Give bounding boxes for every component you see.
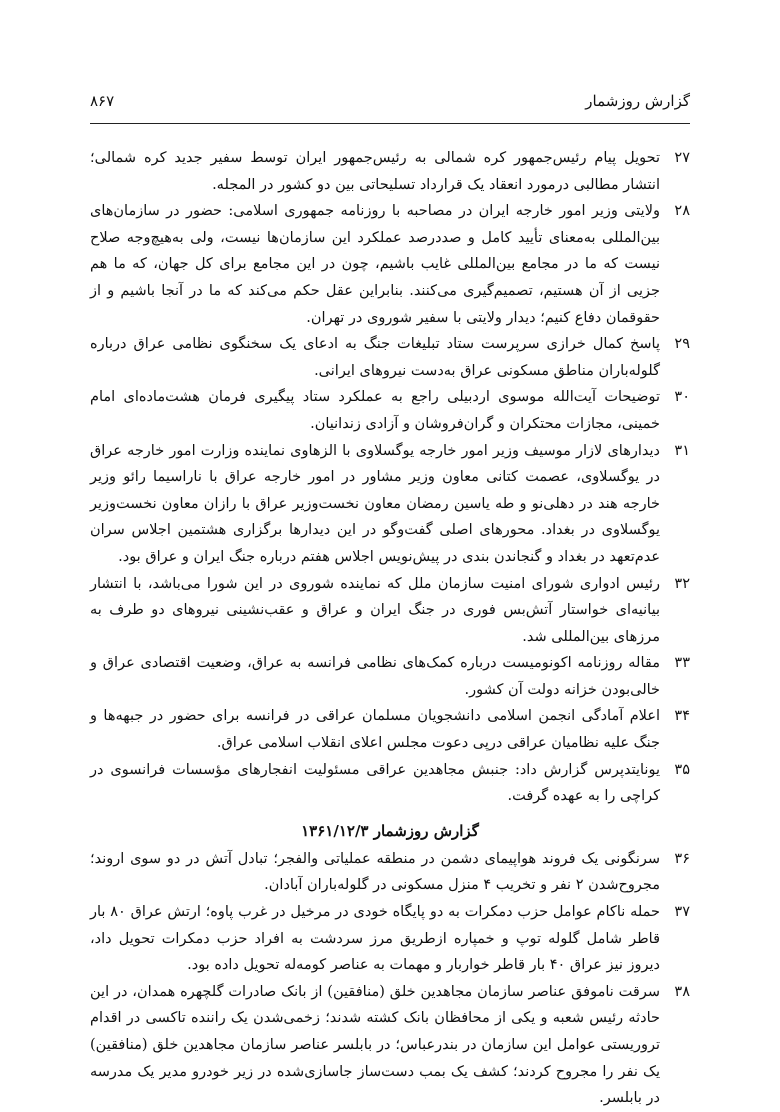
report-entry bbox=[90, 899, 690, 979]
entry-text: اعلام آمادگی انجمن اسلامی دانشجویان مسلمان عراقی در فرانسه برای حضور در جبهه‌ها و جنگ علیه نظامیان عراقی درپی دعوت مجلس اعلای انقلاب اسلامی عراق. bbox=[90, 708, 660, 752]
entry-text: حمله ناکام عوامل حزب دمکرات به دو پایگاه خودی در مرخیل در غرب پاوه؛ ارتش عراق ۸۰ بار قاطر شامل گلوله توپ و خمپاره ازطریق مرز سردشت به افراد حزب دمکرات تحویل داد، دیروز نیز عراق ۴۰ بار قاطر خواربار و مهمات به عناصر کومه‌له تحویل داده بود. bbox=[90, 904, 660, 974]
report-body bbox=[90, 145, 690, 1112]
report-entry bbox=[90, 145, 690, 198]
section-title: گزارش روزشمار ۱۳۶۱/۱۲/۳ bbox=[301, 821, 479, 840]
entry-number: ۳۰ bbox=[674, 389, 690, 406]
entry-list-first bbox=[90, 145, 690, 810]
entry-number: ۳۱ bbox=[674, 442, 690, 459]
running-title: گزارش روزشمار bbox=[585, 92, 690, 110]
entry-number: ۳۵ bbox=[674, 761, 690, 778]
report-entry bbox=[90, 571, 690, 651]
entry-number: ۳۸ bbox=[674, 983, 690, 1000]
entry-number: ۲۹ bbox=[674, 336, 690, 353]
entry-text: ولایتی وزیر امور خارجه ایران در مصاحبه با روزنامه جمهوری اسلامی: حضور در سازمان‌های بین‌المللی به‌معنای تأیید کامل و صددرصد عملکرد این سازمان‌ها نیست، ولی به‌هیچ‌وجه صلاح نیست که ما در مجامع بین‌المللی غایب باشیم، چون در این مجامع برای کل جهان، که ما هم جزیی از آن هستیم، تصمیم‌گیری می‌کنند. بنابراین عقل حکم می‌کند که ما در آنجا باشیم و از حقوقمان دفاع کنیم؛ دیدار ولایتی با سفیر شوروی در تهران. bbox=[90, 203, 660, 326]
entry-text: دیدارهای لازار موسیف وزیر امور خارجه یوگسلاوی با الزهاوی نماینده وزارت امور خارجه عراق در یوگسلاوی، عصمت کتانی معاون وزیر مشاور در امور خارجه عراق با ناراسیما رائو وزیر خارجه هند در دهلی‌نو و طه یاسین رمضان معاون نخست‌وزیر عراق با رازان معاون نخست‌وزیر یوگسلاوی در بغداد. محورهای اصلی گفت‌وگو در این دیدارها برگزاری هشتمین اجلاس سران عدم‌تعهد در بغداد و گنجاندن بندی در پیش‌نویس اجلاس هفتم درباره جنگ ایران و عراق بود. bbox=[90, 442, 660, 565]
header-divider bbox=[90, 123, 690, 124]
report-entry bbox=[90, 650, 690, 703]
entry-text: یونایتدپرس گزارش داد: جنبش مجاهدین عراقی مسئولیت انفجارهای مؤسسات فرانسوی در کراچی را به عهده گرفت. bbox=[90, 761, 660, 805]
entry-number: ۳۲ bbox=[674, 575, 690, 592]
entry-text: سرقت ناموفق عناصر سازمان مجاهدین خلق (منافقین) از بانک صادرات گلچهره همدان، در این حادثه رئیس شعبه و یکی از محافظان بانک کشته شدند؛ زخمی‌شدن یک راننده تاکسی در اقدام تروریستی عوامل این سازمان در بندرعباس؛ در بابلسر عناصر سازمان مجاهدین خلق (منافقین) یک نفر را مجروح کردند؛ کشف یک بمب دست‌ساز جاسازی‌شده در زیر خودرو مدیر یک مدرسه در بابلسر. bbox=[90, 983, 660, 1107]
entry-number: ۲۸ bbox=[674, 203, 690, 220]
entry-text: رئیس ادواری شورای امنیت سازمان ملل که نماینده شوروی در این شورا می‌باشد، با انتشار بیانیه‌ای خواستار آتش‌بس فوری در جنگ ایران و عراق و عقب‌نشینی نیروهای دو طرف به مرزهای بین‌المللی شد. bbox=[90, 575, 660, 645]
report-entry bbox=[90, 198, 690, 331]
report-entry bbox=[90, 384, 690, 437]
entry-number: ۲۷ bbox=[674, 150, 690, 166]
entry-text: توضیحات آیت‌الله موسوی اردبیلی راجع به عملکرد ستاد پیگیری فرمان هشت‌ماده‌ای امام خمینی، مجازات محتکران و گران‌فروشان و آزادی زندانیان. bbox=[90, 389, 660, 432]
entry-text: پاسخ کمال خرازی سرپرست ستاد تبلیغات جنگ به ادعای یک سخنگوی نظامی عراق درباره گلوله‌باران مناطق مسکونی عراق به‌دست نیروهای ایرانی. bbox=[90, 336, 660, 379]
report-entry bbox=[90, 757, 690, 810]
entry-number: ۳۷ bbox=[674, 904, 690, 921]
entry-text: تحویل پیام رئیس‌جمهور کره شمالی به رئیس‌جمهور ایران توسط سفیر جدید کره شمالی؛ انتشار مطالبی درمورد انعقاد یک قرارداد تسلیحاتی بین دو کشور در المجله. bbox=[90, 150, 660, 193]
entry-number: ۳۴ bbox=[674, 708, 690, 725]
entry-text: مقاله روزنامه اکونومیست درباره کمک‌های نظامی فرانسه به عراق، وضعیت اقتصادی عراق و خالی‌بودن خزانه دولت آن کشور. bbox=[90, 655, 660, 698]
page-header bbox=[90, 92, 690, 120]
report-entry bbox=[90, 438, 690, 571]
report-entry bbox=[90, 979, 690, 1112]
report-entry bbox=[90, 331, 690, 384]
entry-number: ۳۳ bbox=[674, 655, 690, 672]
entry-text: سرنگونی یک فروند هواپیمای دشمن در منطقه عملیاتی والفجر؛ تبادل آتش در دو سوی اروند؛ مجروح‌شدن ۲ نفر و تخریب ۴ منزل مسکونی در گلوله‌باران آبادان. bbox=[90, 850, 660, 894]
entry-list-second bbox=[90, 846, 690, 1112]
report-entry bbox=[90, 703, 690, 756]
entry-number: ۳۶ bbox=[674, 850, 690, 867]
report-entry bbox=[90, 846, 690, 899]
page-number: ۸۶۷ bbox=[90, 92, 115, 110]
